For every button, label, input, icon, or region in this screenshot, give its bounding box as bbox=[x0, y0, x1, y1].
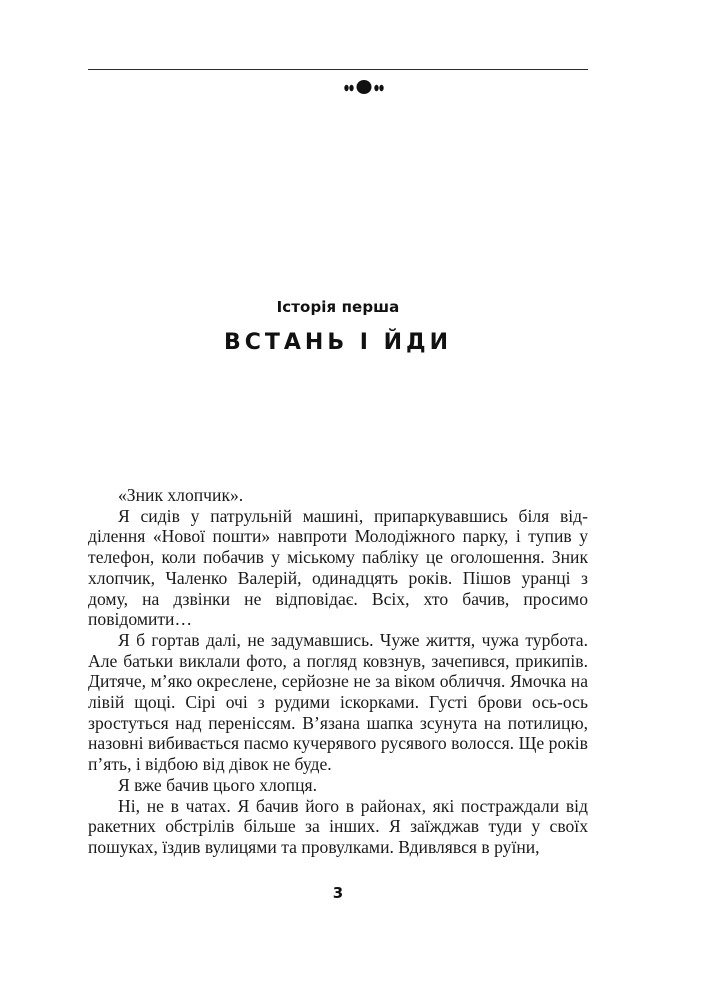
paragraph: Ні, не в чатах. Я бачив його в районах, які постраждали від ракетних обстрілів більше за інших. Я заїжджав туди у своїх пошуках, їздив вулицями та провулками. Вдивлявся в руїни, bbox=[88, 795, 588, 857]
chapter-label: Історія перша bbox=[276, 298, 400, 316]
paragraph: Я вже бачив цього хлопця. bbox=[118, 774, 317, 795]
chapter-ornament bbox=[0, 76, 728, 98]
quote-dot-ornament-icon bbox=[342, 76, 386, 98]
top-rule-divider bbox=[88, 69, 588, 70]
chapter-title: ВСТАНЬ І ЙДИ bbox=[223, 330, 453, 355]
paragraph: Я сидів у патрульній машині, припаркувавшись біля відділення «Нової пошти» навпроти Молодіжного парку, і тупив у телефон, коли побачив у міському пабліку це оголошення. Зник хлопчик, Чаленко Валерій, одинадцять років. Пішов уранці з дому, на дзвінки не відповідає. Всіх, хто бачив, просимо повідомити… bbox=[88, 505, 588, 630]
paragraph: Я б гортав далі, не задумавшись. Чуже життя, чужа турбота. Але батьки виклали фото, а погляд ковзнув, зачепився, прикипів. Дитяче, м’яко окреслене, серйозне не за віком обличчя. Ямочка на лівій щоці. Сірі очі з рудими іскорками. Густі брови ось-ось зростуться над переніссям. В’язана шапка зсунута на потилицю, назовні вибивається пасмо кучерявого русявого волосся. Ще років п’ять, і відбою від дівок не буде. bbox=[88, 629, 588, 775]
paragraph: «Зник хлопчик». bbox=[118, 485, 244, 505]
page-number: 3 bbox=[332, 884, 344, 902]
body-text bbox=[88, 485, 588, 858]
